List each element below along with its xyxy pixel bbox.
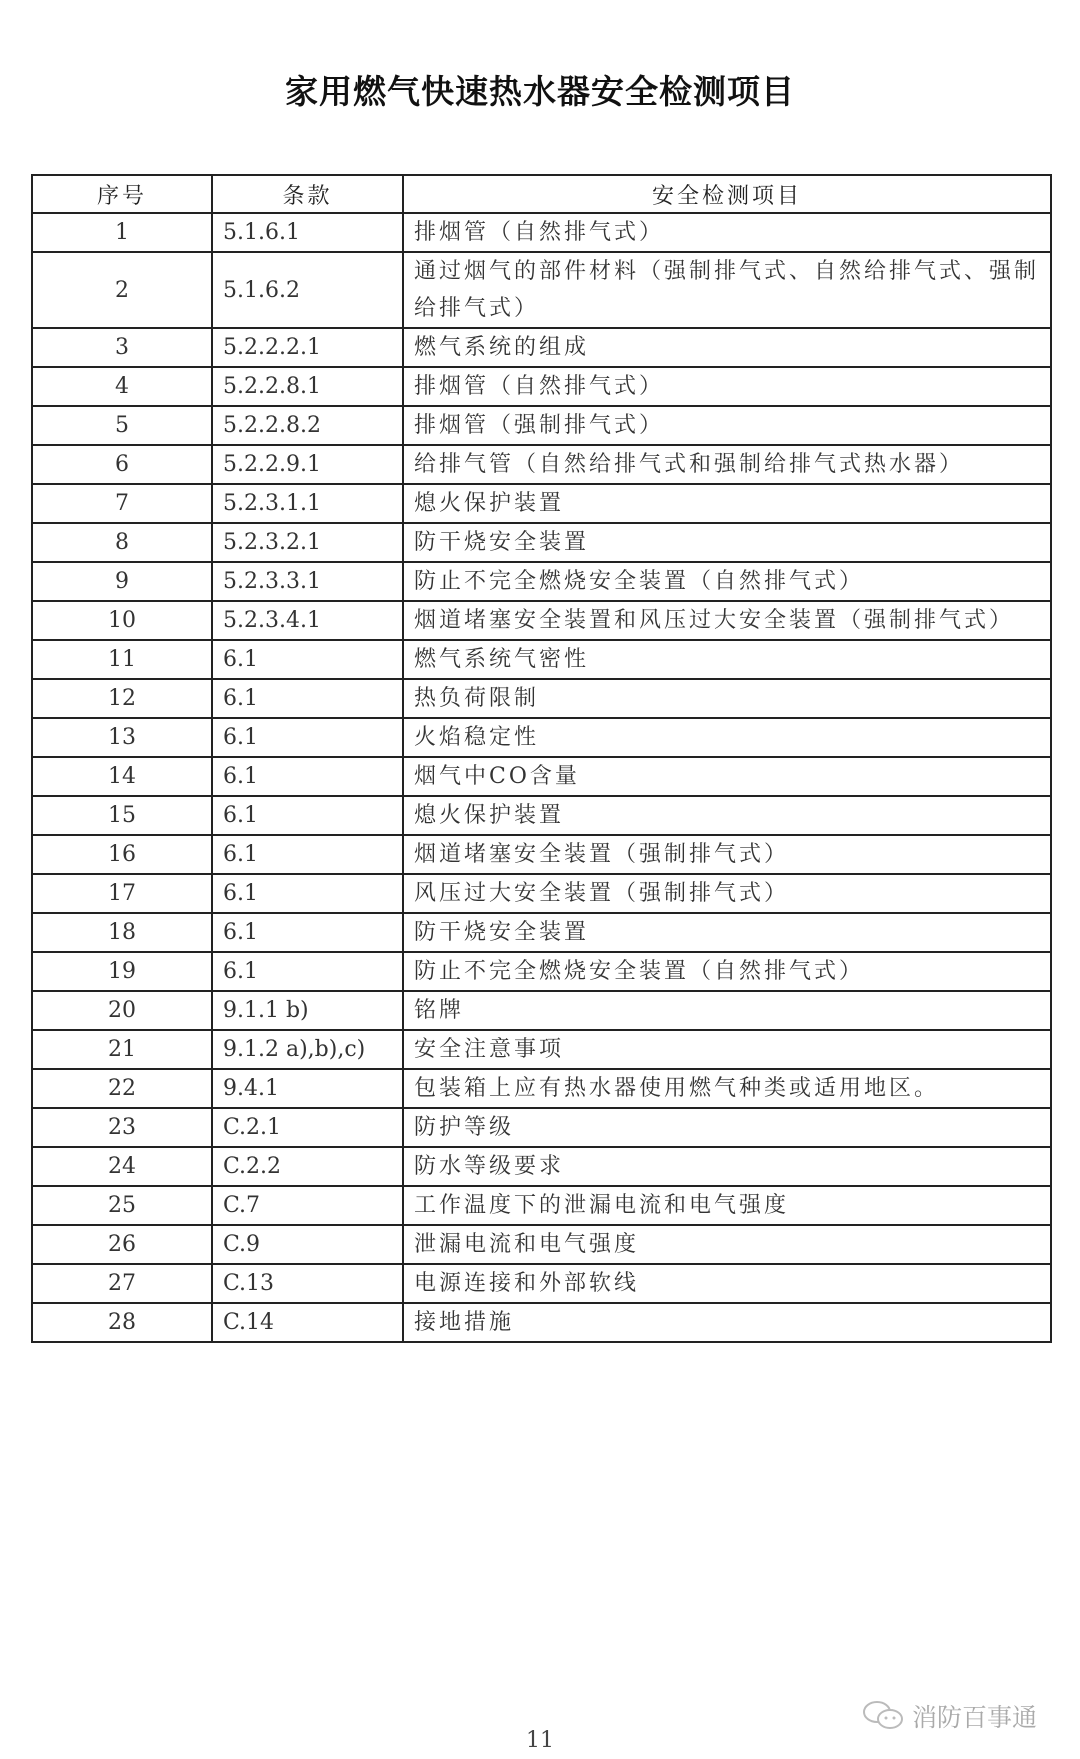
cell-no: 10 xyxy=(32,601,212,640)
cell-item: 排烟管（强制排气式） xyxy=(403,406,1051,445)
cell-no: 28 xyxy=(32,1303,212,1342)
table-row xyxy=(32,874,1051,913)
cell-no: 19 xyxy=(32,952,212,991)
cell-item: 熄火保护装置 xyxy=(403,796,1051,835)
cell-item: 烟气中CO含量 xyxy=(403,757,1051,796)
cell-item: 烟道堵塞安全装置（强制排气式） xyxy=(403,835,1051,874)
cell-no: 27 xyxy=(32,1264,212,1303)
cell-clause: 6.1 xyxy=(212,757,403,796)
cell-clause: 6.1 xyxy=(212,679,403,718)
table-header-row xyxy=(32,175,1051,213)
cell-item: 排烟管（自然排气式） xyxy=(403,213,1051,252)
table-row xyxy=(32,1303,1051,1342)
header-item: 安全检测项目 xyxy=(403,175,1051,213)
table-row xyxy=(32,1069,1051,1108)
cell-no: 24 xyxy=(32,1147,212,1186)
cell-no: 21 xyxy=(32,1030,212,1069)
cell-clause: 9.1.1 b) xyxy=(212,991,403,1030)
cell-clause: C.2.1 xyxy=(212,1108,403,1147)
cell-item: 防止不完全燃烧安全装置（自然排气式） xyxy=(403,952,1051,991)
cell-clause: C.9 xyxy=(212,1225,403,1264)
cell-clause: 6.1 xyxy=(212,874,403,913)
cell-item: 防止不完全燃烧安全装置（自然排气式） xyxy=(403,562,1051,601)
table-row xyxy=(32,679,1051,718)
cell-clause: 5.2.3.1.1 xyxy=(212,484,403,523)
cell-item: 泄漏电流和电气强度 xyxy=(403,1225,1051,1264)
cell-item: 铭牌 xyxy=(403,991,1051,1030)
cell-item: 包装箱上应有热水器使用燃气种类或适用地区。 xyxy=(403,1069,1051,1108)
cell-no: 14 xyxy=(32,757,212,796)
cell-clause: 5.2.2.8.1 xyxy=(212,367,403,406)
cell-no: 22 xyxy=(32,1069,212,1108)
cell-item: 燃气系统气密性 xyxy=(403,640,1051,679)
table-row xyxy=(32,835,1051,874)
cell-no: 16 xyxy=(32,835,212,874)
table-row xyxy=(32,718,1051,757)
cell-clause: 6.1 xyxy=(212,952,403,991)
cell-item: 工作温度下的泄漏电流和电气强度 xyxy=(403,1186,1051,1225)
cell-clause: 5.1.6.1 xyxy=(212,213,403,252)
cell-item: 燃气系统的组成 xyxy=(403,328,1051,367)
header-index: 序号 xyxy=(32,175,212,213)
cell-clause: 5.2.3.2.1 xyxy=(212,523,403,562)
cell-no: 1 xyxy=(32,213,212,252)
table-row xyxy=(32,913,1051,952)
cell-no: 23 xyxy=(32,1108,212,1147)
cell-clause: 5.2.2.2.1 xyxy=(212,328,403,367)
cell-item: 通过烟气的部件材料（强制排气式、自然给排气式、强制给排气式） xyxy=(403,252,1051,328)
table-row xyxy=(32,1186,1051,1225)
wechat-icon xyxy=(862,1700,906,1732)
table-row xyxy=(32,367,1051,406)
cell-item: 排烟管（自然排气式） xyxy=(403,367,1051,406)
cell-item: 防干烧安全装置 xyxy=(403,523,1051,562)
table-row xyxy=(32,523,1051,562)
cell-no: 5 xyxy=(32,406,212,445)
table-row xyxy=(32,484,1051,523)
page-number: 11 xyxy=(526,1728,554,1753)
cell-no: 26 xyxy=(32,1225,212,1264)
cell-item: 防水等级要求 xyxy=(403,1147,1051,1186)
cell-item: 热负荷限制 xyxy=(403,679,1051,718)
cell-clause: 6.1 xyxy=(212,835,403,874)
cell-item: 烟道堵塞安全装置和风压过大安全装置（强制排气式） xyxy=(403,601,1051,640)
cell-clause: 5.2.3.4.1 xyxy=(212,601,403,640)
cell-clause: 9.1.2 a),b),c) xyxy=(212,1030,403,1069)
cell-no: 11 xyxy=(32,640,212,679)
cell-item: 安全注意事项 xyxy=(403,1030,1051,1069)
cell-item: 给排气管（自然给排气式和强制给排气式热水器） xyxy=(403,445,1051,484)
table-row xyxy=(32,213,1051,252)
cell-item: 防干烧安全装置 xyxy=(403,913,1051,952)
cell-clause: C.7 xyxy=(212,1186,403,1225)
table-row xyxy=(32,1108,1051,1147)
table-row xyxy=(32,328,1051,367)
watermark xyxy=(862,1698,1037,1734)
cell-clause: 6.1 xyxy=(212,796,403,835)
cell-no: 4 xyxy=(32,367,212,406)
header-clause: 条款 xyxy=(212,175,403,213)
cell-item: 风压过大安全装置（强制排气式） xyxy=(403,874,1051,913)
table-row xyxy=(32,406,1051,445)
table-row xyxy=(32,952,1051,991)
cell-clause: 6.1 xyxy=(212,913,403,952)
cell-no: 13 xyxy=(32,718,212,757)
table-row xyxy=(32,991,1051,1030)
table-row xyxy=(32,1147,1051,1186)
cell-clause: 5.2.3.3.1 xyxy=(212,562,403,601)
cell-no: 6 xyxy=(32,445,212,484)
cell-item: 电源连接和外部软线 xyxy=(403,1264,1051,1303)
table-row xyxy=(32,562,1051,601)
cell-clause: C.13 xyxy=(212,1264,403,1303)
cell-no: 12 xyxy=(32,679,212,718)
cell-clause: 6.1 xyxy=(212,718,403,757)
cell-no: 25 xyxy=(32,1186,212,1225)
table-row xyxy=(32,796,1051,835)
cell-item: 熄火保护装置 xyxy=(403,484,1051,523)
document-title: 家用燃气快速热水器安全检测项目 xyxy=(285,72,795,111)
cell-item: 火焰稳定性 xyxy=(403,718,1051,757)
table-row xyxy=(32,640,1051,679)
table-row xyxy=(32,601,1051,640)
cell-clause: 9.4.1 xyxy=(212,1069,403,1108)
cell-clause: 6.1 xyxy=(212,640,403,679)
cell-no: 3 xyxy=(32,328,212,367)
cell-no: 7 xyxy=(32,484,212,523)
cell-item: 防护等级 xyxy=(403,1108,1051,1147)
cell-no: 15 xyxy=(32,796,212,835)
cell-item: 接地措施 xyxy=(403,1303,1051,1342)
table-row xyxy=(32,252,1051,328)
table-row xyxy=(32,445,1051,484)
table-row xyxy=(32,1225,1051,1264)
cell-clause: 5.1.6.2 xyxy=(212,252,403,328)
table-row xyxy=(32,757,1051,796)
table-row xyxy=(32,1030,1051,1069)
cell-clause: C.14 xyxy=(212,1303,403,1342)
cell-clause: 5.2.2.9.1 xyxy=(212,445,403,484)
cell-no: 20 xyxy=(32,991,212,1030)
cell-clause: C.2.2 xyxy=(212,1147,403,1186)
cell-no: 18 xyxy=(32,913,212,952)
cell-no: 9 xyxy=(32,562,212,601)
cell-no: 2 xyxy=(32,252,212,328)
watermark-text: 消防百事通 xyxy=(912,1703,1038,1732)
cell-no: 8 xyxy=(32,523,212,562)
cell-clause: 5.2.2.8.2 xyxy=(212,406,403,445)
cell-no: 17 xyxy=(32,874,212,913)
inspection-table xyxy=(31,174,1052,1343)
table-row xyxy=(32,1264,1051,1303)
